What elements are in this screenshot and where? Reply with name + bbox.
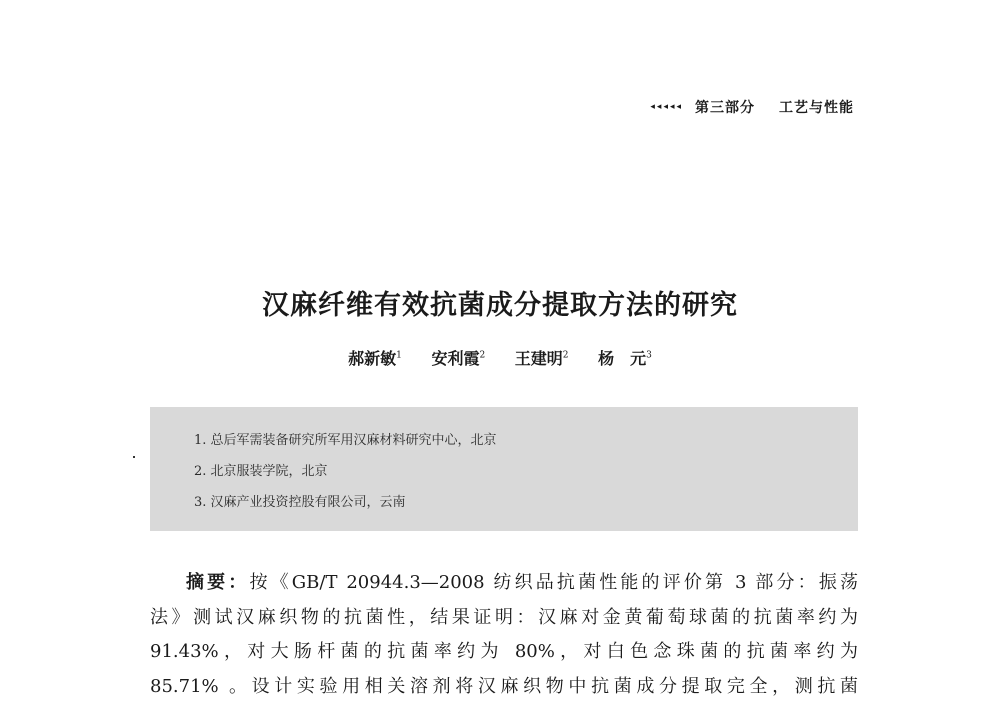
author-affil-mark: 2 (479, 350, 486, 361)
header-part: 第三部分 (695, 100, 755, 116)
paper-title: 汉麻纤维有效抗菌成分提取方法的研究 (262, 290, 738, 321)
author-affil-mark: 3 (646, 350, 652, 361)
abstract-label: 摘要： (186, 572, 250, 593)
affiliation-item: 1. 总后军需装备研究所军用汉麻材料研究中心，北京 (194, 433, 497, 448)
affiliation-item: 2. 北京服装学院，北京 (194, 464, 328, 479)
abstract-line: 91.43%，对大肠杆菌的抗菌率约为 80%，对白色念珠菌的抗菌率约为 (150, 641, 858, 662)
author-name: 安利霞 (431, 349, 480, 368)
abstract-line: 法》测试汉麻织物的抗菌性，结果证明：汉麻对金黄葡萄球菌的抗菌率约为 (150, 606, 858, 628)
author-list (0, 346, 1000, 369)
author (515, 349, 569, 368)
author (431, 349, 485, 368)
abstract-text: 按《GB/T 20944.3—2008 纺织品抗菌性能的评价第 3 部分：振荡 (249, 572, 858, 593)
author (598, 349, 652, 368)
affiliation-item: 3. 汉麻产业投资控股有限公司，云南 (194, 495, 406, 510)
arrow-marks-icon: ◂◂◂◂◂ (650, 102, 683, 112)
author-name: 郝新敏 (348, 349, 397, 368)
author-affil-mark: 2 (562, 350, 569, 361)
affiliation-box (150, 407, 858, 531)
author-affil-mark: 1 (396, 350, 402, 361)
abstract-line (150, 566, 858, 601)
author-name: 王建明 (514, 349, 563, 368)
running-header (650, 97, 854, 117)
author (348, 349, 402, 368)
scan-speck (133, 456, 135, 458)
author-name: 杨 元 (598, 349, 647, 368)
abstract-line: 85.71% 。设计实验用相关溶剂将汉麻织物中抗菌成分提取完全，测抗菌 (150, 675, 858, 697)
header-section: 工艺与性能 (779, 100, 854, 116)
abstract (150, 566, 858, 704)
